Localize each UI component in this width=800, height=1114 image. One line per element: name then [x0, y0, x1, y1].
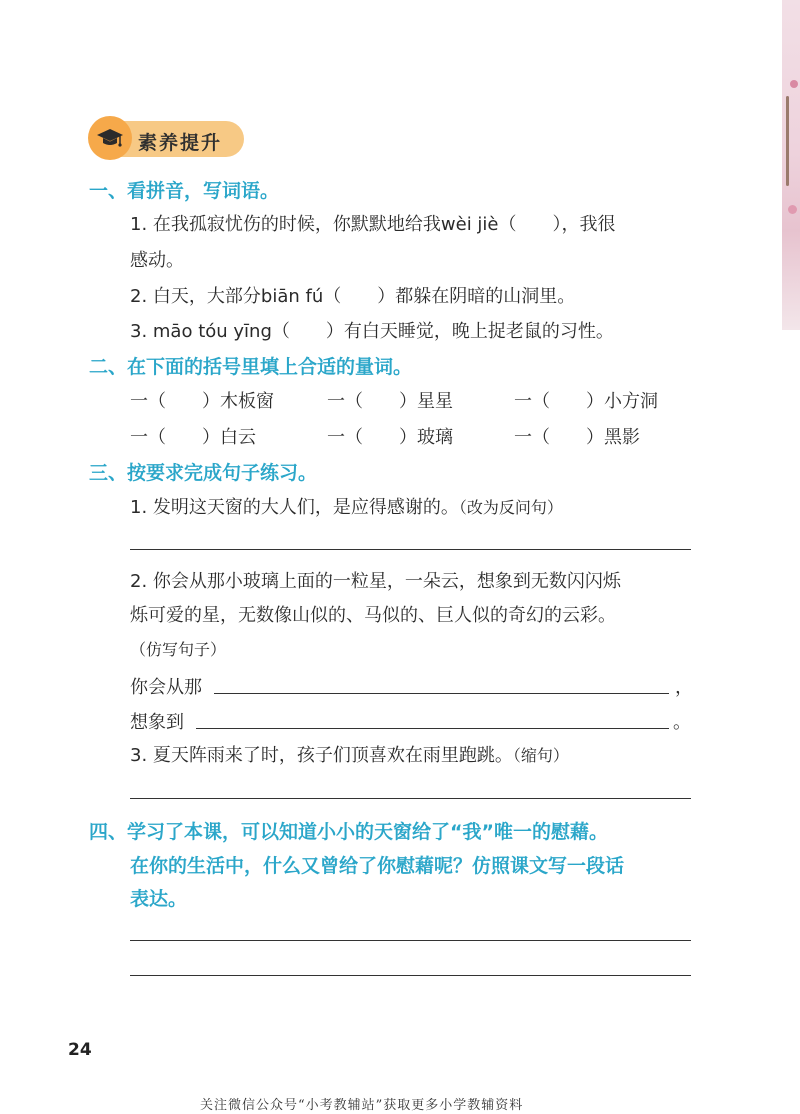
s3-q2-line1: 2. 你会从那小玻璃上面的一粒星，一朵云，想象到无数闪闪烁: [130, 571, 621, 592]
s1-q2: 2. 白天，大部分biān fú（ ）都躲在阴暗的山洞里。: [130, 286, 576, 307]
section-1-heading: 一、看拼音，写词语。: [89, 180, 280, 202]
s3-q1-text: 1. 发明这天窗的大人们，是应得感谢的。: [130, 497, 459, 518]
section-4-heading-line2: 在你的生活中，什么又曾给了你慰藉呢？仿照课文写一段话: [130, 855, 625, 877]
section-4-heading-line1: 四、学习了本课，可以知道小小的天窗给了“我”唯一的慰藉。: [89, 821, 608, 843]
s3-q2-prefix2: 想象到: [130, 712, 184, 733]
s3-q2-end2: 。: [673, 712, 691, 733]
section-badge: [88, 116, 244, 161]
answer-line[interactable]: [130, 975, 691, 976]
s3-q2-prefix1: 你会从那: [130, 677, 202, 698]
decorative-flower-edge: [782, 0, 800, 330]
section-3-heading: 三、按要求完成句子练习。: [89, 462, 318, 484]
s3-q3-text: 3. 夏天阵雨来了时，孩子们顶喜欢在雨里跑跳。: [130, 745, 513, 766]
measure-word-item: 一（ ）星星: [327, 391, 453, 412]
s3-q2-line2: 烁可爱的星，无数像山似的、马似的、巨人似的奇幻的云彩。: [130, 605, 616, 626]
section-2-heading: 二、在下面的括号里填上合适的量词。: [89, 356, 413, 378]
answer-line[interactable]: [130, 798, 691, 799]
s3-q1-hint: （改为反问句）: [458, 498, 563, 517]
answer-line[interactable]: [130, 940, 691, 941]
measure-word-item: 一（ ）小方洞: [514, 391, 658, 412]
s3-q2-hint: （仿写句子）: [130, 640, 227, 659]
s3-q3: [130, 741, 569, 767]
s1-q3: 3. māo tóu yīng（ ）有白天睡觉，晚上捉老鼠的习性。: [130, 321, 614, 342]
measure-word-item: 一（ ）黑影: [514, 427, 640, 448]
fill-line[interactable]: [196, 728, 669, 729]
measure-word-item: 一（ ）木板窗: [130, 391, 274, 412]
footer-note: 关注微信公众号“小考教辅站”获取更多小学教辅资料: [200, 1098, 524, 1113]
answer-line[interactable]: [130, 549, 691, 550]
measure-word-item: 一（ ）白云: [130, 427, 256, 448]
section-4-heading-line3: 表达。: [130, 888, 188, 910]
s1-q1-line2: 感动。: [130, 250, 184, 271]
graduation-cap-icon: [88, 116, 132, 160]
s3-q3-hint: （缩句）: [512, 746, 569, 765]
fill-line[interactable]: [214, 693, 669, 694]
measure-word-item: 一（ ）玻璃: [327, 427, 453, 448]
s1-q1-line1: 1. 在我孤寂忧伤的时候，你默默地给我wèi jiè（ ），我很: [130, 214, 616, 235]
s3-q1: [130, 493, 563, 519]
s3-q2-end1: ，: [675, 677, 693, 698]
badge-title: 素养提升: [138, 132, 223, 154]
page-number: 24: [68, 1040, 92, 1060]
